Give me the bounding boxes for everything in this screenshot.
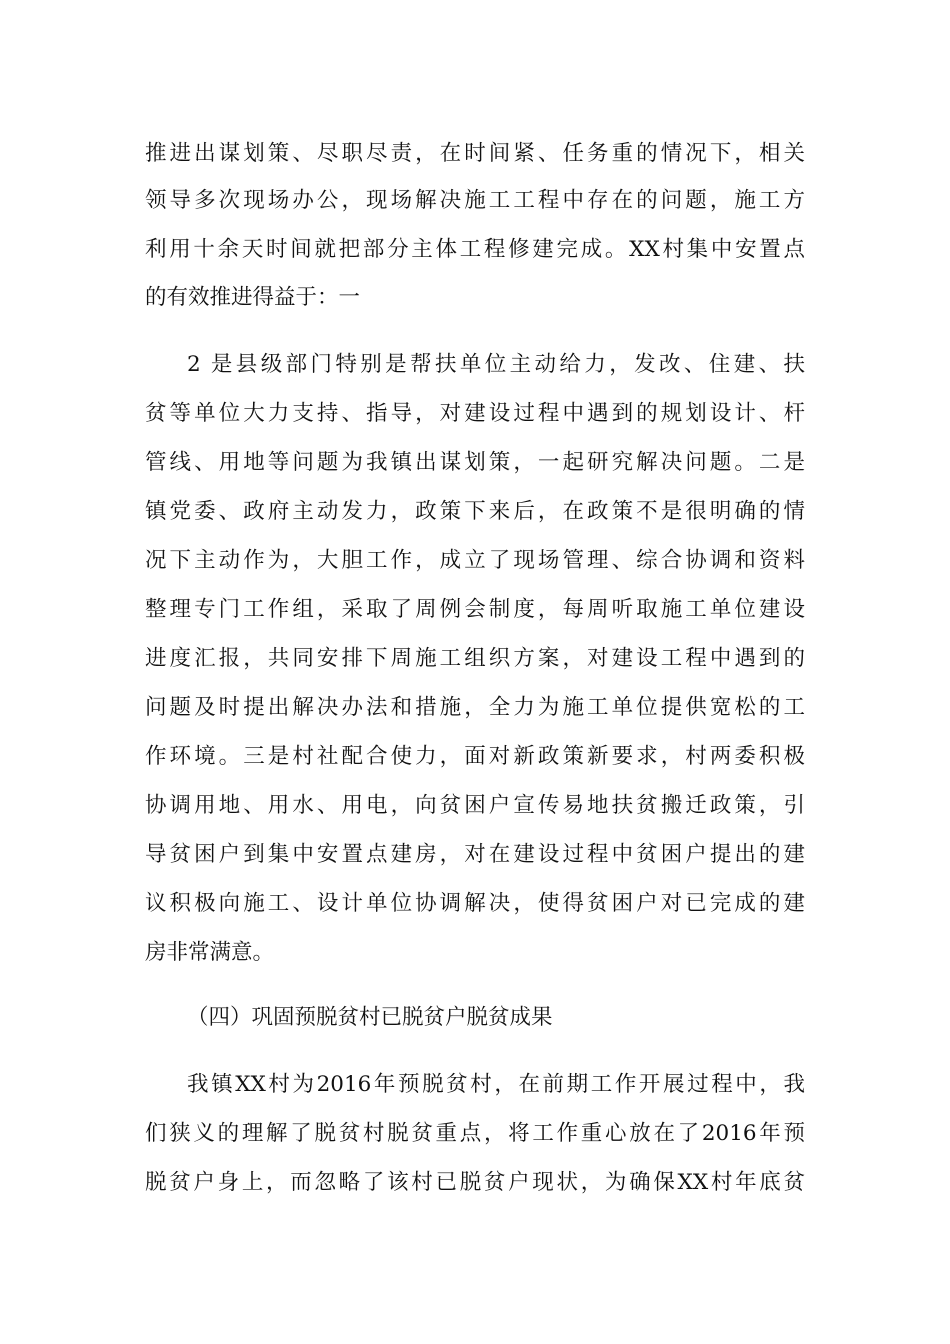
paragraph-2-line-1: 2 是县级部门特别是帮扶单位主动给力，发改、住建、扶 <box>187 352 805 377</box>
paragraph-2-line-8: 问题及时提出解决办法和措施，全力为施工单位提供宽松的工 <box>145 695 805 720</box>
paragraph-2-line-5: 况下主动作为，大胆工作，成立了现场管理、综合协调和资料 <box>145 548 805 573</box>
paragraph-2-line-4: 镇党委、政府主动发力，政策下来后，在政策不是很明确的情 <box>145 499 805 524</box>
paragraph-1-line-4: 的有效推进得益于：一 <box>145 285 361 310</box>
paragraph-2-line-3: 管线、用地等问题为我镇出谋划策，一起研究解决问题。二是 <box>145 450 805 475</box>
paragraph-3-line-2: 们狭义的理解了脱贫村脱贫重点，将工作重心放在了2016年预 <box>145 1121 805 1146</box>
paragraph-1-line-2: 领导多次现场办公，现场解决施工工程中存在的问题，施工方 <box>145 188 805 213</box>
paragraph-2-line-6: 整理专门工作组，采取了周例会制度，每周听取施工单位建设 <box>145 597 805 622</box>
paragraph-2-line-11: 导贫困户到集中安置点建房，对在建设过程中贫困户提出的建 <box>145 842 805 867</box>
paragraph-1-line-3: 利用十余天时间就把部分主体工程修建完成。XX村集中安置点 <box>145 237 805 262</box>
paragraph-2-line-12: 议积极向施工、设计单位协调解决，使得贫困户对已完成的建 <box>145 891 805 916</box>
paragraph-3-line-1: 我镇XX村为2016年预脱贫村，在前期工作开展过程中，我 <box>187 1072 805 1097</box>
paragraph-2-line-10: 协调用地、用水、用电，向贫困户宣传易地扶贫搬迁政策，引 <box>145 793 805 818</box>
paragraph-2-line-13: 房非常满意。 <box>145 940 275 965</box>
paragraph-3-line-3: 脱贫户身上，而忽略了该村已脱贫户现状，为确保XX村年底贫 <box>145 1170 805 1195</box>
paragraph-2-line-2: 贫等单位大力支持、指导，对建设过程中遇到的规划设计、杆 <box>145 401 805 426</box>
paragraph-1-line-1: 推进出谋划策、尽职尽责，在时间紧、任务重的情况下，相关 <box>145 141 805 166</box>
paragraph-2-line-9: 作环境。三是村社配合使力，面对新政策新要求，村两委积极 <box>145 744 805 769</box>
paragraph-2-line-7: 进度汇报，共同安排下周施工组织方案，对建设工程中遇到的 <box>145 646 805 671</box>
section-heading: （四）巩固预脱贫村已脱贫户脱贫成果 <box>187 1005 553 1030</box>
